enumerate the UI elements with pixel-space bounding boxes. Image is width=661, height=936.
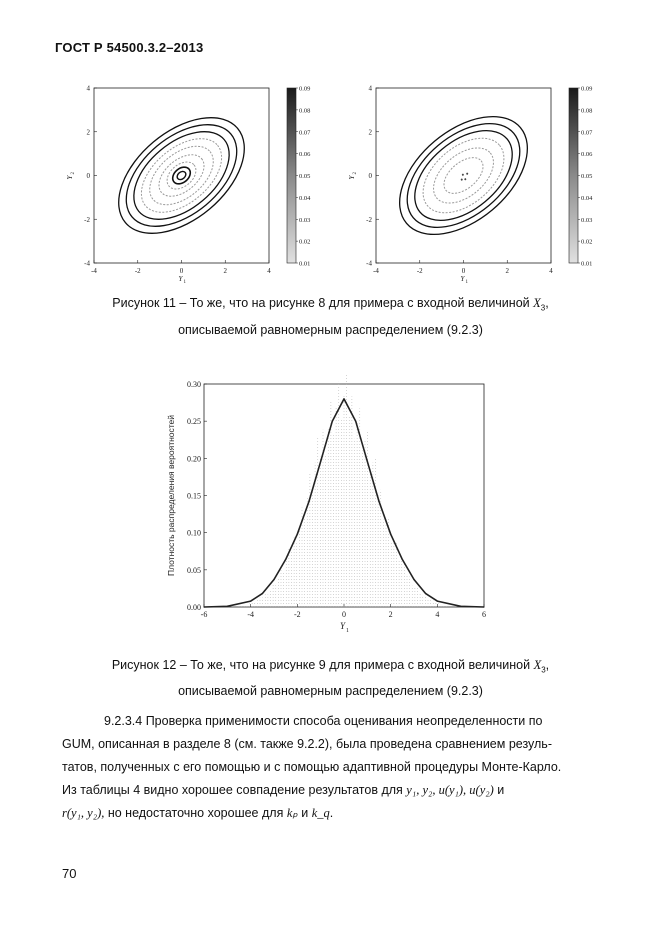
- x-axis-label-sub: 1: [183, 280, 186, 283]
- paragraph-9-2-3-4: [62, 710, 607, 825]
- page-number: 70: [62, 866, 77, 881]
- data-point: [203, 606, 204, 607]
- colorbar-tick-label: 0.02: [581, 238, 593, 246]
- y-tick-label: 4: [86, 84, 90, 93]
- contour-panel-right: [348, 85, 593, 284]
- y-axis-label: Y: [348, 175, 356, 180]
- x-tick-label: 0: [461, 267, 466, 275]
- y-tick-label: 0.05: [187, 565, 201, 575]
- colorbar-tick-label: 0.04: [581, 194, 593, 202]
- x-tick-label: 0: [179, 267, 184, 275]
- x-tick-label: 0: [342, 610, 346, 619]
- y-tick-label: 2: [368, 128, 372, 137]
- figure-12-chart: [160, 372, 500, 640]
- colorbar-tick-label: 0.08: [299, 107, 311, 115]
- data-point: [343, 398, 344, 399]
- data-point: [425, 593, 426, 594]
- x-tick-label: -4: [91, 267, 97, 275]
- data-point: [250, 600, 251, 601]
- data-point: [227, 606, 228, 607]
- data-point: [390, 534, 391, 535]
- colorbar-tick-label: 0.02: [299, 238, 311, 246]
- para-line4: Из таблицы 4 видно хорошее совпадение результатов для y₁, y₂, u(y₁), u(y₂) и: [62, 783, 505, 797]
- y-tick-label: 0.20: [187, 454, 201, 464]
- data-point: [402, 559, 403, 560]
- x-tick-label: 2: [505, 267, 509, 275]
- colorbar-tick-label: 0.03: [581, 216, 593, 224]
- data-point: [367, 461, 368, 462]
- y-tick-label: 0.10: [187, 528, 201, 538]
- y-axis-label: Y: [66, 175, 74, 180]
- x-axis-label: Y: [178, 275, 183, 283]
- data-point: [262, 593, 263, 594]
- y-tick-label: -2: [84, 215, 90, 224]
- x-tick-label: 4: [267, 267, 271, 275]
- colorbar-tick-label: 0.09: [581, 85, 593, 93]
- colorbar: [569, 88, 578, 263]
- plot-frame: [94, 88, 269, 263]
- para-line5: r(y₁, y₂), но недостаточно хорошее для kₚ и k_q.: [62, 806, 334, 820]
- y-tick-label: -2: [366, 215, 372, 224]
- figure-12-caption: Рисунок 12 – То же, что на рисунке 9 для примера с входной величиной $X_3$,: [111, 658, 550, 675]
- colorbar-tick-label: 0.07: [299, 129, 311, 137]
- colorbar-tick-label: 0.06: [581, 151, 593, 159]
- para-line1: 9.2.3.4 Проверка применимости способа оценивания неопределенности по: [104, 714, 543, 728]
- colorbar-tick-label: 0.01: [299, 260, 311, 268]
- x-tick-label: -2: [416, 267, 423, 275]
- x-axis-label: Y: [460, 275, 465, 283]
- colorbar-tick-label: 0.04: [299, 194, 311, 202]
- y-tick-label: 0.00: [187, 603, 201, 612]
- x-tick-label: 6: [482, 610, 486, 619]
- data-point: [285, 559, 286, 560]
- data-point: [297, 534, 298, 535]
- colorbar-tick-label: 0.09: [299, 85, 311, 93]
- data-point: [273, 579, 274, 580]
- y-tick-label: -4: [366, 259, 372, 268]
- x-axis-label-sub: 1: [465, 280, 468, 283]
- data-point: [483, 606, 484, 607]
- colorbar-tick-label: 0.03: [299, 216, 311, 224]
- y-tick-label: 0: [368, 172, 372, 180]
- data-point: [332, 421, 333, 422]
- data-point: [413, 579, 414, 580]
- x-tick-label: -6: [200, 610, 208, 619]
- x-tick-label: 4: [435, 610, 440, 619]
- contour-panel-left: [66, 85, 311, 284]
- x-tick-label: 2: [388, 610, 393, 619]
- colorbar-tick-label: 0.05: [581, 173, 593, 180]
- colorbar-tick-label: 0.06: [299, 151, 311, 159]
- x-tick-label: -2: [134, 267, 141, 275]
- x-axis-label-sub: 1: [346, 628, 349, 634]
- data-point: [460, 606, 461, 607]
- data-point: [308, 501, 309, 502]
- figure-12-caption-line2: описываемой равномерным распределением (9.2.3): [178, 684, 483, 698]
- y-tick-label: 4: [368, 84, 372, 93]
- figure-11-caption-line2: описываемой равномерным распределением (9.2.3): [178, 323, 483, 337]
- standard-header: ГОСТ Р 54500.3.2–2013: [55, 40, 204, 55]
- y-tick-label: 0.15: [187, 491, 201, 501]
- y-axis-label-sub: 2: [353, 172, 358, 175]
- para-line3: татов, полученных с его помощью и с помощью адаптивной процедуры Монте-Карло.: [62, 760, 562, 774]
- colorbar-tick-label: 0.01: [581, 260, 593, 268]
- data-point: [320, 461, 321, 462]
- x-tick-label: 2: [223, 267, 227, 275]
- x-axis-label: Y: [340, 621, 346, 631]
- y-tick-label: 0.25: [187, 417, 201, 427]
- x-tick-label: 4: [549, 267, 553, 275]
- figure-11: [60, 78, 600, 283]
- data-point: [378, 501, 379, 502]
- data-point: [437, 600, 438, 601]
- colorbar: [287, 88, 296, 263]
- y-axis-label: Плотность распределения вероятностей: [166, 414, 176, 577]
- y-tick-label: -4: [84, 259, 90, 268]
- data-point: [355, 421, 356, 422]
- y-tick-label: 0.30: [187, 380, 201, 389]
- x-tick-label: -2: [293, 610, 301, 619]
- colorbar-tick-label: 0.08: [581, 107, 593, 115]
- colorbar-tick-label: 0.05: [299, 173, 311, 180]
- y-axis-label-sub: 2: [71, 172, 76, 175]
- x-tick-label: -4: [373, 267, 379, 275]
- para-line2: GUM, описанная в разделе 8 (см. также 9.2.2), была проведена сравнением резуль-: [62, 737, 552, 751]
- y-tick-label: 2: [86, 128, 90, 137]
- figure-11-caption: Рисунок 11 – То же, что на рисунке 8 для примера с входной величиной $X_3$,: [112, 296, 549, 313]
- x-tick-label: -4: [247, 610, 255, 619]
- y-tick-label: 0: [86, 172, 90, 180]
- colorbar-tick-label: 0.07: [581, 129, 593, 137]
